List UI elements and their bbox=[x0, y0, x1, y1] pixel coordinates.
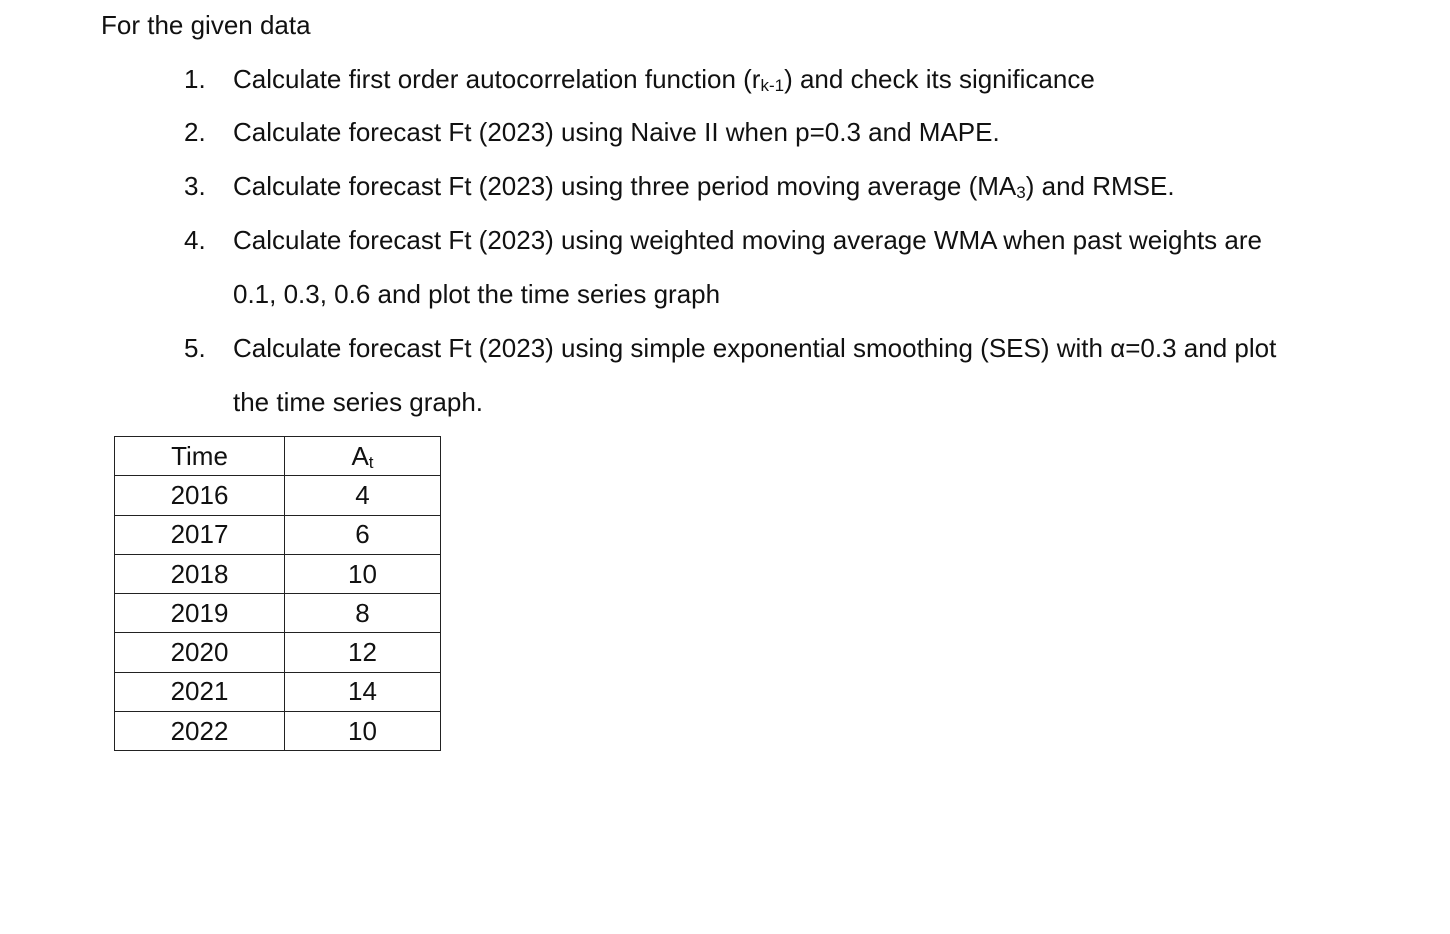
table-row bbox=[115, 672, 441, 711]
task-continuation-text: the time series graph. bbox=[233, 387, 484, 417]
table-row bbox=[115, 515, 441, 554]
table-header-row bbox=[115, 437, 441, 476]
header-value bbox=[285, 437, 441, 476]
cell-time: 2016 bbox=[115, 476, 285, 515]
task-item-3 bbox=[184, 169, 1175, 207]
cell-value: 10 bbox=[285, 554, 441, 593]
cell-value: 10 bbox=[285, 712, 441, 751]
table-row bbox=[115, 476, 441, 515]
cell-time: 2019 bbox=[115, 594, 285, 633]
header-value-base: A bbox=[351, 440, 369, 471]
task-text-part: Calculate first order autocorrelation function (r bbox=[233, 64, 761, 94]
header-time: Time bbox=[115, 437, 285, 476]
task-text-part: Calculate forecast Ft (2023) using three period moving average (MA bbox=[233, 171, 1017, 201]
cell-value: 8 bbox=[285, 594, 441, 633]
cell-value: 14 bbox=[285, 672, 441, 711]
cell-time: 2022 bbox=[115, 712, 285, 751]
task-text: Calculate forecast Ft (2023) using weighted moving average WMA when past weights are bbox=[233, 225, 1262, 255]
task-continuation-text: 0.1, 0.3, 0.6 and plot the time series graph bbox=[233, 279, 721, 309]
task-number: 1. bbox=[184, 64, 206, 94]
task-subscript: 3 bbox=[1016, 183, 1026, 202]
cell-value: 12 bbox=[285, 633, 441, 672]
task-text-part: ) and RMSE. bbox=[1025, 171, 1175, 201]
task-text-part: ) and check its significance bbox=[784, 64, 1095, 94]
task-text: Calculate forecast Ft (2023) using Naive II when p=0.3 and MAPE. bbox=[233, 117, 1000, 147]
cell-value: 4 bbox=[285, 476, 441, 515]
cell-value: 6 bbox=[285, 515, 441, 554]
task-item-4-continuation bbox=[184, 277, 720, 311]
table-row bbox=[115, 554, 441, 593]
task-text bbox=[233, 171, 1175, 201]
task-number: 5. bbox=[184, 333, 206, 363]
intro-heading: For the given data bbox=[101, 10, 311, 40]
data-table bbox=[114, 436, 441, 751]
task-item-4 bbox=[184, 223, 1262, 257]
table-row bbox=[115, 594, 441, 633]
cell-time: 2018 bbox=[115, 554, 285, 593]
table-row bbox=[115, 633, 441, 672]
cell-time: 2021 bbox=[115, 672, 285, 711]
table-row bbox=[115, 712, 441, 751]
task-text bbox=[233, 64, 1095, 94]
task-number: 2. bbox=[184, 117, 206, 147]
task-text: Calculate forecast Ft (2023) using simple exponential smoothing (SES) with α=0.3 and plot bbox=[233, 333, 1277, 363]
cell-time: 2020 bbox=[115, 633, 285, 672]
task-subscript: k-1 bbox=[760, 76, 785, 95]
task-item-1 bbox=[184, 62, 1095, 100]
task-item-5 bbox=[184, 331, 1276, 365]
task-number: 4. bbox=[184, 225, 206, 255]
task-item-2 bbox=[184, 115, 1000, 149]
task-item-5-continuation bbox=[184, 385, 483, 419]
task-number: 3. bbox=[184, 171, 206, 201]
header-value-subscript: t bbox=[368, 452, 374, 472]
cell-time: 2017 bbox=[115, 515, 285, 554]
